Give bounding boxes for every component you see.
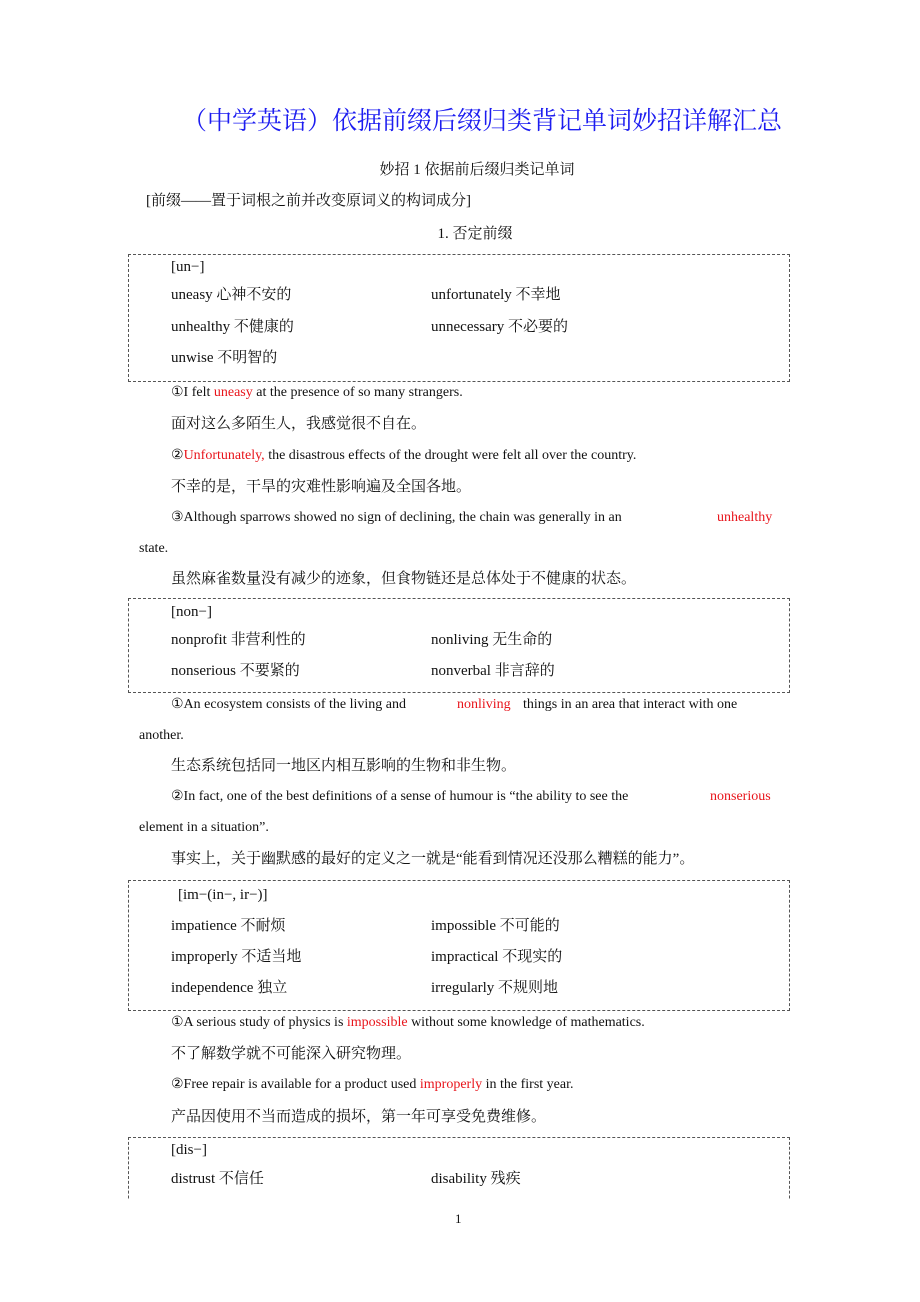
translation: 产品因使用不当而造成的损坏，第一年可享受免费维修。 [171,1109,547,1125]
sentence-text: another. [139,728,184,743]
example-sentence [171,1013,645,1033]
definition: [前缀——置于词根之前并改变原词义的构词成分] [146,193,471,209]
example-sentence [171,1075,574,1095]
example-sentence [171,383,463,403]
translation: 虽然麻雀数量没有减少的迹象，但食物链还是总体处于不健康的状态。 [171,571,637,587]
prefix-label: [non−] [171,604,212,620]
word-entry: nonverbal 非言辞的 [431,663,555,679]
translation: 面对这么多陌生人，我感觉很不自在。 [171,416,427,432]
sentence-text: element in a situation”. [139,820,269,835]
word-entry: improperly 不适当地 [171,949,302,965]
word-entry: nonprofit 非营利性的 [171,632,306,648]
sentence-text: ②Free repair is available for a product used [171,1077,420,1092]
example-sentence [171,446,636,466]
word-entry: uneasy 心神不安的 [171,287,292,303]
sentence-text: in the first year. [482,1077,574,1092]
sentence-text: ②In fact, one of the best definitions of a sense of humour is “the ability to see the [171,789,629,804]
keyword: nonserious [710,789,771,804]
sentence-text: at the presence of so many strangers. [252,385,463,400]
sentence-text: without some knowledge of mathematics. [407,1015,645,1030]
translation: 生态系统包括同一地区内相互影响的生物和非生物。 [171,758,517,774]
prefix-label: [un−] [171,259,205,275]
subtitle: 妙招 1 依据前后缀归类记单词 [379,162,575,178]
page-number: 1 [455,1211,462,1226]
word-entry: unfortunately 不幸地 [431,287,561,303]
translation: 事实上，关于幽默感的最好的定义之一就是“能看到情况还没那么糟糕的能力”。 [171,851,695,867]
sentence-text: ①An ecosystem consists of the living and [171,697,406,712]
keyword: improperly [419,1077,483,1092]
sentence-text: ③Although sparrows showed no sign of declining, the chain was generally in an [171,510,622,525]
word-entry: unwise 不明智的 [171,350,278,366]
word-entry: nonserious 不要紧的 [171,663,300,679]
keyword: uneasy [213,385,253,400]
word-entry: disability 残疾 [431,1171,521,1187]
section-heading: 1. 否定前缀 [437,226,513,242]
word-entry: independence 独立 [171,980,288,996]
prefix-label: [im−(in−, ir−)] [178,887,268,903]
sentence-text: state. [139,541,169,556]
word-entry: irregularly 不规则地 [431,980,559,996]
word-entry: nonliving 无生命的 [431,632,553,648]
sentence-text: things in an area that interact with one [523,697,738,712]
sentence-text: ② [171,448,184,463]
word-entry: impractical 不现实的 [431,949,563,965]
sentence-text: the disastrous effects of the drought were felt all over the country. [264,448,637,463]
word-entry: distrust 不信任 [171,1171,264,1187]
keyword: unhealthy [717,510,773,525]
keyword: Unfortunately, [183,448,265,463]
word-entry: unhealthy 不健康的 [171,319,294,335]
word-entry: impossible 不可能的 [431,918,560,934]
word-entry: unnecessary 不必要的 [431,319,569,335]
prefix-label: [dis−] [171,1142,207,1158]
keyword: nonliving [457,697,511,712]
document-title: （中学英语）依据前缀后缀归类背记单词妙招详解汇总 [181,106,782,135]
keyword: impossible [346,1015,408,1030]
translation: 不了解数学就不可能深入研究物理。 [171,1046,412,1062]
translation: 不幸的是，干旱的灾难性影响遍及全国各地。 [171,479,472,495]
sentence-text: ①A serious study of physics is [171,1015,347,1030]
sentence-text: ①I felt [171,385,214,400]
word-entry: impatience 不耐烦 [171,918,286,934]
